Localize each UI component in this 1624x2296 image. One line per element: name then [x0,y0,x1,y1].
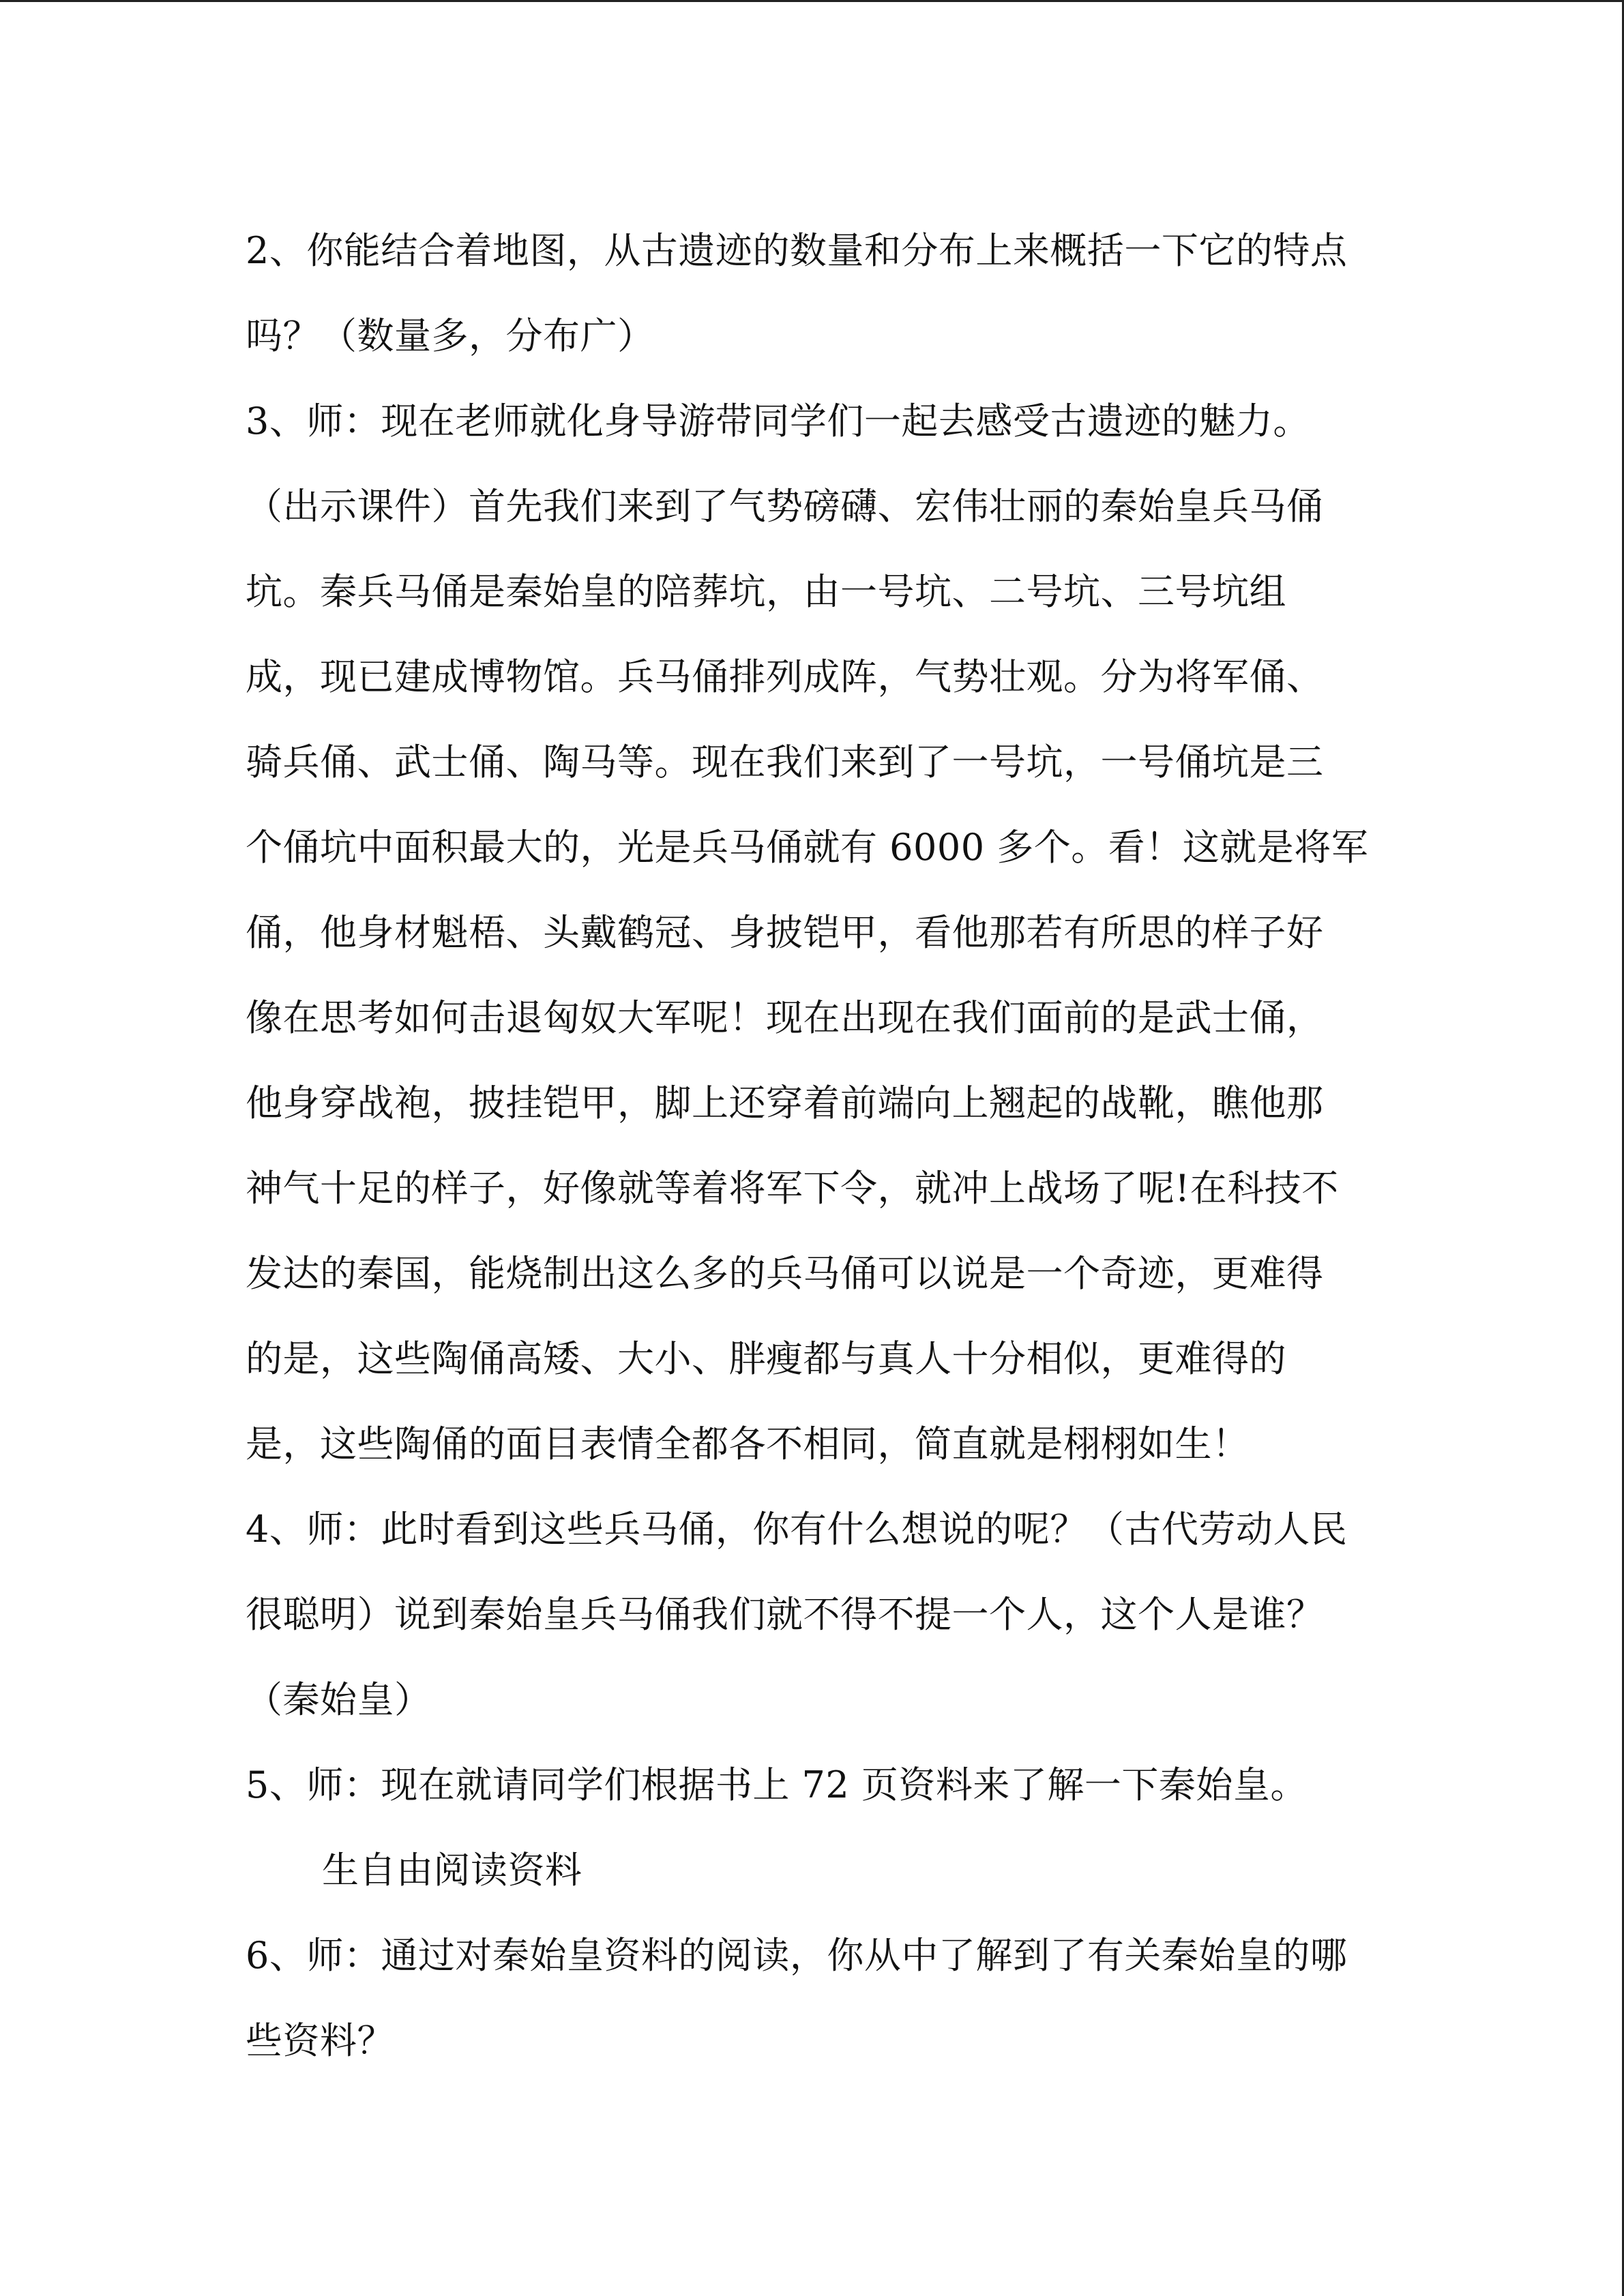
document-body [246,208,1378,2083]
text-line-4: （出示课件）首先我们来到了气势磅礴、宏伟壮丽的秦始皇兵马俑 [246,485,1324,528]
text-line-22: 些资料？ [246,2019,394,2062]
text-line-14: 的是，这些陶俑高矮、大小、胖瘦都与真人十分相似，更难得的 [246,1337,1286,1380]
text-line-6: 成，现已建成博物馆。兵马俑排列成阵，气势壮观。分为将军俑、 [246,655,1324,698]
text-line-21: 6、师：通过对秦始皇资料的阅读，你从中了解到了有关秦始皇的哪 [246,1934,1348,1977]
text-line-17: 很聪明）说到秦始皇兵马俑我们就不得不提一个人，这个人是谁？ [246,1593,1324,1636]
text-line-16: 4、师：此时看到这些兵马俑，你有什么想说的呢？（古代劳动人民 [246,1508,1348,1551]
text-line-7: 骑兵俑、武士俑、陶马等。现在我们来到了一号坑，一号俑坑是三 [246,741,1324,784]
text-line-12: 神气十足的样子，好像就等着将军下令，就冲上战场了呢!在科技不 [246,1167,1339,1210]
text-line-13: 发达的秦国，能烧制出这么多的兵马俑可以说是一个奇迹，更难得 [246,1252,1324,1295]
text-line-18: （秦始皇） [246,1678,432,1721]
text-line-3: 3、师：现在老师就化身导游带同学们一起去感受古遗迹的魅力。 [246,400,1310,443]
text-line-5: 坑。秦兵马俑是秦始皇的陪葬坑，由一号坑、二号坑、三号坑组 [246,570,1286,613]
page-border-top [0,0,1624,2]
text-line-1: 2、你能结合着地图，从古遗迹的数量和分布上来概括一下它的特点 [246,229,1348,272]
text-line-2: 吗？（数量多，分布广） [246,314,655,357]
text-line-11: 他身穿战袍，披挂铠甲，脚上还穿着前端向上翘起的战靴，瞧他那 [246,1082,1324,1124]
text-line-10: 像在思考如何击退匈奴大军呢！现在出现在我们面前的是武士俑， [246,996,1324,1039]
text-line-9: 俑，他身材魁梧、头戴鹤冠、身披铠甲，看他那若有所思的样子好 [246,911,1324,954]
text-line-8: 个俑坑中面积最大的，光是兵马俑就有 6000 多个。看！这就是将军 [246,826,1369,869]
text-line-15: 是，这些陶俑的面目表情全都各不相同，简直就是栩栩如生！ [246,1422,1250,1465]
text-line-20: 生自由阅读资料 [322,1849,582,1892]
text-line-19: 5、师：现在就请同学们根据书上 72 页资料来了解一下秦始皇。 [246,1763,1308,1806]
